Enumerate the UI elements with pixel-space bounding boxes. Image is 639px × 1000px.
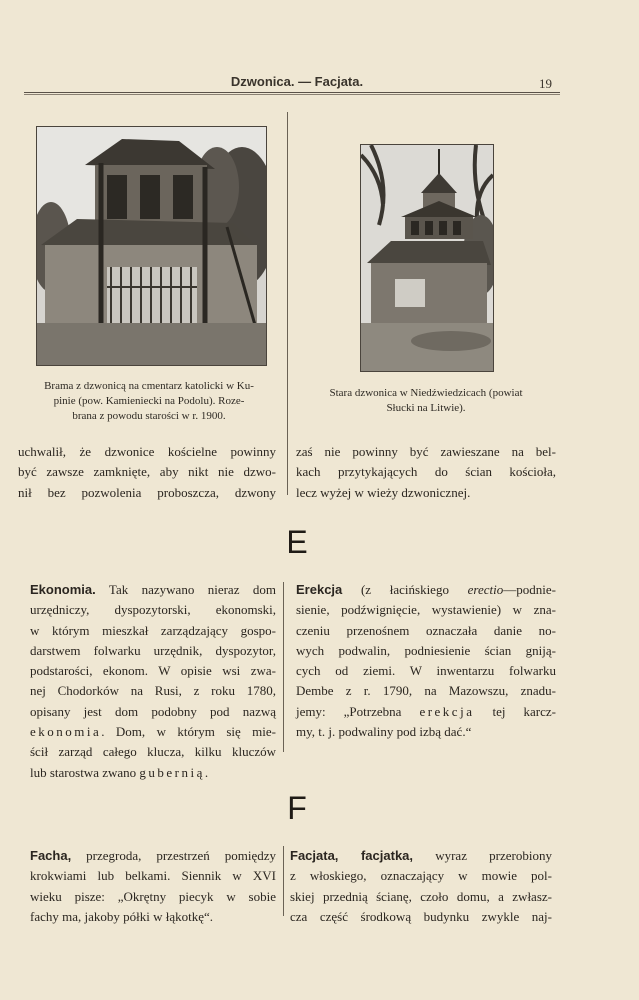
caption-line: brana z powodu starości w r. 1900. bbox=[72, 410, 226, 422]
text-line: krokwiami lub belkami. Siennik w XVI bbox=[30, 868, 276, 884]
text-line: darstwem folwarku urzędnik, dyspozytor, bbox=[30, 642, 276, 658]
page-number: 19 bbox=[539, 76, 552, 91]
running-header-title: Dzwonica. — Facjata. bbox=[230, 74, 364, 89]
entry-erekcja bbox=[296, 580, 556, 742]
header-rule bbox=[24, 92, 560, 95]
latin-term: erectio bbox=[467, 582, 504, 597]
text-run: —podnie- bbox=[503, 582, 556, 597]
text-run: jemy: „Potrzebna bbox=[296, 703, 420, 719]
text-line: skiej przednią ścianę, czoło domu, a zwłasz- bbox=[290, 888, 552, 904]
column-separator-e bbox=[283, 582, 284, 752]
caption-line: Słucki na Litwie). bbox=[386, 402, 466, 414]
entry-headword: Facjata, facjatka, bbox=[290, 848, 414, 863]
text-run: . bbox=[204, 764, 209, 780]
entry-ekonomia bbox=[30, 580, 276, 783]
text-line: cza część środkową budynku zwykle naj- bbox=[290, 908, 552, 924]
figure-1-caption bbox=[18, 379, 280, 424]
text-run: tej karcz- bbox=[474, 703, 557, 719]
text-line: Dembe z r. 1790, na Mazowszu, znadu- bbox=[296, 683, 556, 699]
text-line: wieku pisze: „Okrętny piecyk w sobie bbox=[30, 888, 276, 904]
entry-headword: Facha, bbox=[30, 848, 72, 863]
text-line: sienie, podźwignięcie, wystawienie) w zna- bbox=[296, 602, 556, 618]
text-line: uchwalił, że dzwonice kościelne powinny bbox=[18, 444, 276, 459]
figure-2-caption bbox=[296, 386, 556, 416]
text-line: być zawsze zamknięte, aby nikt nie dzwo- bbox=[18, 464, 276, 480]
entry-facha bbox=[30, 846, 276, 927]
caption-line: pinie (pow. Kamieniecki na Podolu). Roze- bbox=[53, 395, 245, 407]
column-separator-top bbox=[287, 112, 288, 495]
text-line: nej Chodorków na Rusi, z roku 1780, bbox=[30, 683, 276, 699]
photo-old-belfry bbox=[360, 144, 494, 372]
section-letter-e: E bbox=[286, 524, 308, 560]
text-line: kach przytykających do ścian kościoła, bbox=[296, 464, 556, 480]
text-line: nił bez pozwolenia proboszcza, dzwony bbox=[18, 484, 276, 500]
text-line: czeniu przenośnem oznaczała danie no- bbox=[296, 622, 556, 638]
text-line: z włoskiego, oznaczający w mowie pol- bbox=[290, 868, 552, 884]
spaced-term: ekonomia bbox=[30, 724, 102, 740]
text-line: opisany jest dom podobny pod nazwą bbox=[30, 703, 276, 719]
caption-line: Stara dzwonica w Niedźwiedzicach (powiat bbox=[329, 387, 523, 399]
spaced-term: gubernią bbox=[139, 764, 205, 780]
text-run: (z łacińskiego bbox=[342, 582, 468, 597]
text-line: w którym mieszkał zarządzający gospo- bbox=[30, 622, 276, 638]
text-line: cych od ziemi. W inwentarzu folwarku bbox=[296, 663, 556, 679]
text-line: zaś nie powinny być zawieszane na bel- bbox=[296, 444, 556, 459]
caption-line: Brama z dzwonicą na cmentarz katolicki w Ku- bbox=[44, 380, 254, 392]
continuation-right-column bbox=[296, 442, 556, 503]
column-separator-f bbox=[283, 846, 284, 916]
text-run: wyraz przerobiony bbox=[413, 848, 552, 863]
text-run: Tak nazywano nieraz dom bbox=[95, 582, 276, 597]
photo-gate-belfry bbox=[36, 126, 267, 366]
text-run: lub starostwa zwano bbox=[30, 764, 140, 780]
spaced-term: erekcja bbox=[419, 703, 475, 719]
text-line: fachy ma, jakoby półki w łąkotkę“. bbox=[30, 908, 214, 924]
text-line: podstarości, ekonom. W opisie wsi zwa- bbox=[30, 663, 276, 679]
entry-facjata bbox=[290, 846, 552, 927]
text-line: lecz wyżej w wieży dzwonicznej. bbox=[296, 484, 471, 500]
section-letter-f: F bbox=[287, 790, 307, 826]
entry-headword: Erekcja bbox=[296, 582, 343, 597]
text-run: . Dom, w którym się mie- bbox=[101, 724, 276, 740]
continuation-left-column bbox=[18, 442, 276, 503]
text-line: urzędniczy, dyspozytorski, ekonomski, bbox=[30, 602, 276, 618]
text-line: my, t. j. podwaliny pod izbą dać.“ bbox=[296, 724, 472, 740]
entry-headword: Ekonomia. bbox=[30, 582, 96, 597]
text-line: wych podwalin, podniesienie ścian gniją- bbox=[296, 642, 556, 658]
text-run: przegroda, przestrzeń pomiędzy bbox=[71, 848, 276, 863]
text-line: ścił zarząd całego klucza, kilku kluczów bbox=[30, 744, 276, 760]
